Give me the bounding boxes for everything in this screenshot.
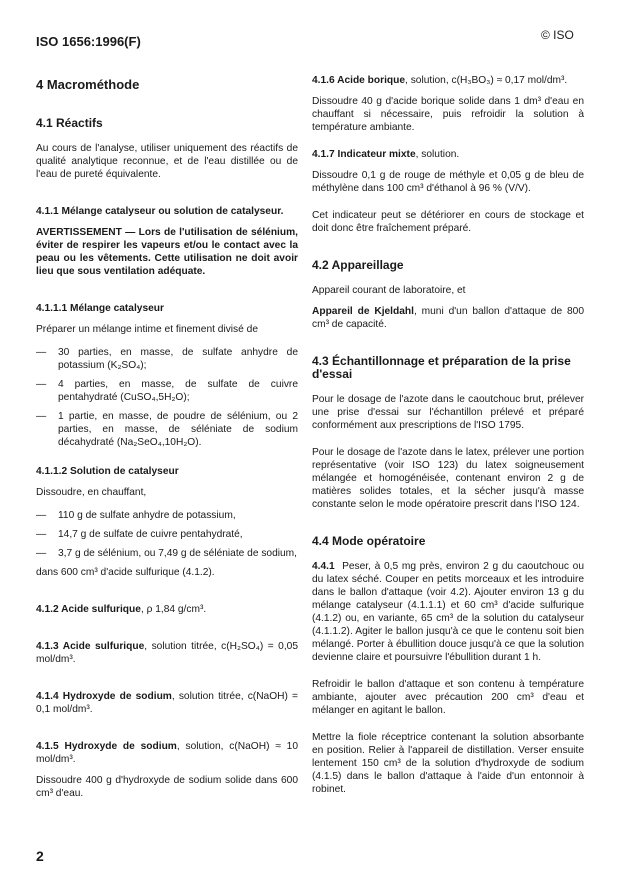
list-item: — 1 partie, en masse, de poudre de sélénium, ou 2 parties, en masse, de séléniate de sodium décahydraté (Na₂SeO₄,10H₂O). — [36, 411, 298, 448]
right-column — [312, 74, 584, 810]
document-id: ISO 1656:1996(F) — [36, 34, 141, 49]
list-item: — 30 parties, en masse, de sulfate anhydre de potassium (K₂SO₄); — [36, 347, 298, 371]
section-4-1-7: 4.1.7 Indicateur mixte, solution. — [312, 149, 460, 160]
section-4-1-1-1-title: 4.1.1.1 Mélange catalyseur — [36, 303, 164, 314]
section-4-1-1-2-title: 4.1.1.2 Solution de catalyseur — [36, 466, 179, 477]
section-4-1-1-title: 4.1.1 Mélange catalyseur ou solution de catalyseur. — [36, 206, 284, 217]
section-4-4-title: 4.4 Mode opératoire — [312, 534, 426, 548]
warning-paragraph: AVERTISSEMENT — Lors de l'utilisation de sélénium, éviter de respirer les vapeurs et/ou le contact avec la peau ou les vêtements. Cette utilisation ne doit avoir lieu que sous ventilation adéquate. — [36, 227, 298, 277]
list-item: — 3,7 g de sélénium, ou 7,49 g de séléniate de sodium, — [36, 548, 298, 559]
section-4-1-3: 4.1.3 Acide sulfurique, solution titrée, c(H₂SO₄) = 0,05 mol/dm³. — [36, 641, 298, 665]
list-item: — 4 parties, en masse, de sulfate de cuivre pentahydraté (CuSO₄,5H₂O); — [36, 379, 298, 403]
page-number: 2 — [36, 848, 44, 864]
section-4-4-1-text-3: Mettre la fiole réceptrice contenant la solution absorbante en position. Relier à l'appareil de distillation. Verser ensuite lentement 150 cm³ de la solution d'hydroxyde de sodium (4.1.5) dans le ballon d'attaque à l'aide d'un entonnoir à robinet. — [312, 732, 584, 795]
section-4-1-1-1-intro: Préparer un mélange intime et finement divisé de — [36, 324, 258, 335]
list-item: — 14,7 g de sulfate de cuivre pentahydraté, — [36, 529, 243, 540]
section-4-4-1-text-2: Refroidir le ballon d'attaque et son contenu à température ambiante, ajouter avec précaution 200 cm³ d'eau et mélanger en agitant le ballon. — [312, 679, 584, 716]
section-4-4-1-text: 4.4.1 Peser, à 0,5 mg près, environ 2 g du caoutchouc ou du latex séché. Couper en petits morceaux et les introduire dans le ballon d'attaque (voir 4.2). Ajouter environ 13 g du mélange catalyseur (4.1.1.1) et 60 cm³ d'acide sulfurique (4.1.2) ou, en variante, 65 cm³ de la solution du catalyseur (4.1.1.2). Agiter le ballon jusqu'à ce que le contenu soit bien mélangé. Porter à ébullition douce jusqu'à ce que la solution devienne claire et poursuivre l'ébullition durant 1 h. — [312, 561, 584, 663]
section-4-3-text-1: Pour le dosage de l'azote dans le caoutchouc brut, prélever une prise d'essai sur l'échantillon prélevé et préparé conformément aux prescriptions de l'ISO 1795. — [312, 394, 584, 431]
section-4-1-7-text-2: Cet indicateur peut se détériorer en cours de stockage et doit donc être fraîchement préparé. — [312, 210, 584, 234]
section-4-1-1-2-end: dans 600 cm³ d'acide sulfurique (4.1.2). — [36, 567, 215, 578]
section-4-1-7-text-1: Dissoudre 0,1 g de rouge de méthyle et 0,05 g de bleu de méthylène dans 100 cm³ d'éthanol à 96 % (V/V). — [312, 170, 584, 194]
section-4-3-title: 4.3 Échantillonnage et préparation de la prise d'essai — [312, 354, 571, 381]
section-4-1-text: Au cours de l'analyse, utiliser uniquement des réactifs de qualité analytique reconnue, et de l'eau distillée ou de l'eau de pureté équivalente. — [36, 143, 298, 180]
section-4-title: 4 Macrométhode — [36, 77, 140, 92]
section-4-2-text: Appareil courant de laboratoire, et — [312, 285, 466, 296]
section-4-2-title: 4.2 Appareillage — [312, 258, 404, 272]
section-4-1-1-2-intro: Dissoudre, en chauffant, — [36, 487, 147, 498]
section-4-2-apparatus: Appareil de Kjeldahl, muni d'un ballon d'attaque de 800 cm³ de capacité. — [312, 306, 584, 330]
left-column — [36, 74, 298, 814]
section-4-1-4: 4.1.4 Hydroxyde de sodium, solution titrée, c(NaOH) = 0,1 mol/dm³. — [36, 691, 298, 715]
list-item: — 110 g de sulfate anhydre de potassium, — [36, 510, 236, 521]
section-4-1-5-text: Dissoudre 400 g d'hydroxyde de sodium solide dans 600 cm³ d'eau. — [36, 775, 298, 799]
publisher-mark: © ISO — [541, 28, 574, 42]
section-4-1-6: 4.1.6 Acide borique, solution, c(H₃BO₃) ≈ 0,17 mol/dm³. — [312, 75, 568, 86]
section-4-1-5: 4.1.5 Hydroxyde de sodium, solution, c(NaOH) ≈ 10 mol/dm³. — [36, 741, 299, 765]
section-4-3-text-2: Pour le dosage de l'azote dans le latex, prélever une portion représentative (voir ISO 123) du latex soigneusement mélangée et homogénéisée, contenant environ 2 g de matières solides totales, et la sécher jusqu'à masse constante selon le mode opératoire prescrit dans l'ISO 124. — [312, 447, 584, 510]
section-4-1-6-text: Dissoudre 40 g d'acide borique solide dans 1 dm³ d'eau en chauffant si nécessaire, puis refroidir la solution à température ambiante. — [312, 96, 584, 133]
section-4-1-2: 4.1.2 Acide sulfurique, ρ 1,84 g/cm³. — [36, 604, 207, 615]
section-4-1-title: 4.1 Réactifs — [36, 116, 103, 130]
